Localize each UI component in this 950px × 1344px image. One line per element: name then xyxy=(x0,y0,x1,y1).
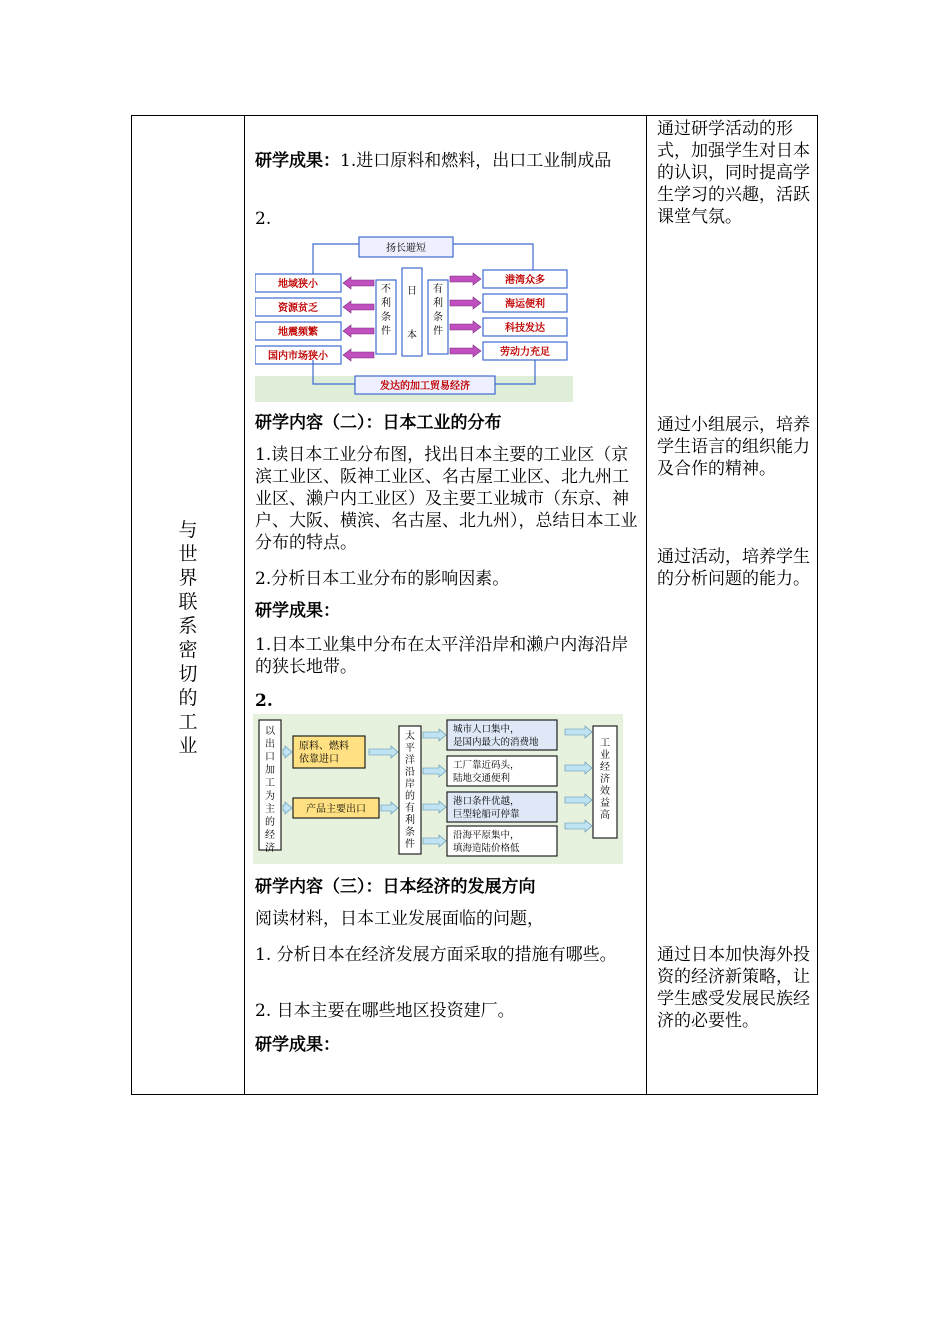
result-3-label: 研学成果： xyxy=(255,1035,340,1055)
fig2-item: 沿海平原集中，填海造陆价格低 xyxy=(453,830,520,854)
result-2-a1: 1.日本工业集中分布在太平洋沿岸和濑户内海沿岸的狭长地带。 xyxy=(255,635,629,677)
fig1-center-label: 日本 xyxy=(407,286,417,341)
content-3-q1: 1. 分析日本在经济发展方面采取的措施有哪些。 xyxy=(255,945,617,965)
fig1-right-item: 港湾众多 xyxy=(505,275,545,286)
result-2-label: 研学成果： xyxy=(255,601,340,621)
content-2-q1: 1.读日本工业分布图，找出日本主要的工业区（京滨工业区、阪神工业区、名古屋工业区、北九州工业区、濑户内工业区）及主要工业城市（东京、神户、大阪、横滨、名古屋、北九州），总结日本工业分布的特点。 xyxy=(255,445,638,553)
fig2-right-label: 工业经济效益高 xyxy=(600,738,610,821)
fig2-center-label: 太平洋沿岸的有利条件 xyxy=(405,731,415,850)
topic-column xyxy=(132,116,245,1094)
result-label: 研学成果： xyxy=(255,151,340,171)
fig1-left-item: 地域狭小 xyxy=(278,279,318,290)
japan-conditions-diagram xyxy=(255,236,573,402)
item-number-2: 2. xyxy=(255,691,273,711)
result-1 xyxy=(255,150,643,172)
fig1-left-item: 国内市场狭小 xyxy=(268,351,328,362)
fig1-top-label: 扬长避短 xyxy=(386,243,426,254)
note-2: 通过小组展示，培养学生语言的组织能力及合作的精神。 xyxy=(657,415,810,479)
content-3-title: 研学内容（三）：日本经济的发展方向 xyxy=(255,877,536,897)
fig2-mid-top-label: 原料、燃料依靠进口 xyxy=(299,741,349,765)
fig1-right-item: 劳动力充足 xyxy=(500,347,550,358)
note-1: 通过研学活动的形式，加强学生对日本的认识，同时提高学生学习的兴趣，活跃课堂气氛。 xyxy=(657,119,810,227)
note-4: 通过日本加快海外投资的经济新策略，让学生感受发展民族经济的必要性。 xyxy=(657,945,810,1031)
fig1-left-item: 地震频繁 xyxy=(278,327,318,338)
content-3-q2: 2. 日本主要在哪些地区投资建厂。 xyxy=(255,1001,515,1021)
fig2-item: 工厂靠近码头，陆地交通便利 xyxy=(453,760,520,784)
coast-industry-diagram xyxy=(253,714,623,864)
content-2-q2: 2.分析日本工业分布的影响因素。 xyxy=(255,569,510,589)
note-3: 通过活动，培养学生的分析问题的能力。 xyxy=(657,547,810,589)
fig1-center-box xyxy=(402,268,422,356)
fig2-left-label: 以出口加工为主的经济 xyxy=(265,726,275,854)
fig1-left-item: 资源贫乏 xyxy=(278,303,318,314)
lesson-table xyxy=(131,115,818,1095)
fig1-bottom-label: 发达的加工贸易经济 xyxy=(380,381,470,392)
item-number: 2. xyxy=(255,209,272,229)
content-column xyxy=(245,116,647,1094)
purpose-column xyxy=(647,116,817,1094)
content-3-read: 阅读材料，日本工业发展面临的问题， xyxy=(255,909,544,929)
fig1-right-item: 科技发达 xyxy=(505,323,545,334)
fig1-right-item: 海运便利 xyxy=(505,299,545,310)
fig2-item: 港口条件优越，巨型轮船可停靠 xyxy=(453,796,520,820)
fig1-unfav-label: 不利条件 xyxy=(381,284,391,337)
topic-title: 与世界联系密切的工业 xyxy=(178,519,198,757)
result-text: 1.进口原料和燃料，出口工业制成品 xyxy=(340,151,612,171)
fig2-mid-bottom-label: 产品主要出口 xyxy=(306,804,366,815)
content-2-title: 研学内容（二）：日本工业的分布 xyxy=(255,413,502,433)
fig1-fav-label: 有利条件 xyxy=(433,284,443,337)
fig2-item: 城市人口集中，是国内最大的消费地 xyxy=(453,724,539,748)
